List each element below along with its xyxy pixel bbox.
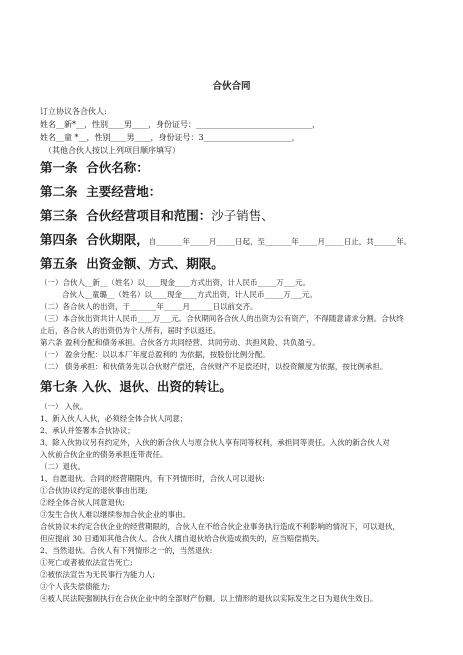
join-line: 2、当然退伙。合伙人有下列情形之一的，当然退伙: xyxy=(40,546,213,555)
intro-line: 订立协议各合伙人: xyxy=(40,107,107,116)
capital-line: （一） 盈余分配：以以本厂年度总盈利的 为依据，按股份比例分配。 xyxy=(40,350,270,359)
capital-line: 第六条 盈利分配和债务承担。合伙各方共同经营、共同劳动、共担风险、共负盈亏。 xyxy=(40,338,320,347)
join-line: 1、新入伙人入伙，必须经全体合伙人同意； xyxy=(40,414,188,423)
article-label: 第一条 xyxy=(40,160,78,175)
join-line: ②被依法宣告为无民事行为能力人; xyxy=(40,570,156,579)
partner-line: 姓名__童 *__，性别____男____，身份证号：3______________________， xyxy=(40,133,300,142)
article-1 xyxy=(40,160,149,175)
join-line: 合伙协议未约定合伙企业的经营期限的，合伙人在不给合伙企业事务执行造成不利影响的情况下，可以退伙， xyxy=(40,522,400,531)
join-line: ③个人丧失偿债能力; xyxy=(40,582,111,591)
article-4 xyxy=(40,232,411,249)
article-heading: 合伙经营项目和范围： xyxy=(86,208,212,223)
capital-line: （一）合伙人__新__（姓名）以____现金____方式出资，计人民币_____万___元。 xyxy=(40,278,310,287)
join-line: ②经全体合伙人同意退伙; xyxy=(40,498,126,507)
article-heading: 入伙、退伙、出资的转让。 xyxy=(81,379,232,394)
article-3 xyxy=(40,208,274,223)
join-line: ④被人民法院强制执行在合伙企业中的全部财产份额。以上情形的退伙以实际发生之日为退伙生效日。 xyxy=(40,594,378,603)
article-label: 第二条 xyxy=(40,184,78,199)
join-line: ③发生合伙人难以继续参加合伙企业的事由。 xyxy=(40,510,190,519)
article-label: 第五条 xyxy=(40,256,78,271)
capital-line: （二）各合伙人的出资，于_______年_____月______日以前交齐。 xyxy=(40,302,258,311)
capital-line: （三）本合伙出资共计人民币____万___元。合伙期间各合伙人的出资为公有资产，不得随意请求分割。合伙终 xyxy=(40,314,404,323)
join-line: 2、承认并签署本合伙协议； xyxy=(40,426,135,435)
capital-line: （二） 债务承担：和伙债务先以合伙财产偿还，合伙财产不足偿还时，以投资额度为依据，按比例承担。 xyxy=(40,362,388,371)
article-label: 第四条 xyxy=(40,232,78,247)
join-line: 1、自愿退伙。合同的经营期限内，有下列情形时，合伙人可以退伙: xyxy=(40,474,265,483)
article-heading: 出资金额、方式、期限。 xyxy=(86,256,224,271)
join-line: （二）退伙。 xyxy=(40,462,85,471)
article-7 xyxy=(40,379,232,394)
join-line: （一） 入伙。 xyxy=(40,402,88,411)
article-2 xyxy=(40,184,161,199)
article-heading: 合伙期限， xyxy=(86,232,149,247)
term-detail: 自_______年_____月_____日起，至_______年_____月_____日止，共______年。 xyxy=(148,237,412,246)
article-label: 第七条 xyxy=(40,379,78,394)
join-line: 入伙前合伙企业的债务承担连带责任。 xyxy=(40,450,168,459)
article-heading: 合伙名称： xyxy=(86,160,149,175)
article-content: 沙子销售、 xyxy=(211,208,274,223)
join-line: ①合伙协议约定的退伙事由出现; xyxy=(40,486,148,495)
article-label: 第三条 xyxy=(40,208,78,223)
join-line: 但应提前 30 日通知其他合伙人。合伙人擅自退伙给合伙造成损失的，应当赔偿损失。 xyxy=(40,534,325,543)
document-title: 合伙合同 xyxy=(212,81,251,92)
article-heading: 主要经营地： xyxy=(86,184,162,199)
order-note: （其他合伙人按以上列项目顺序填写） xyxy=(44,146,180,155)
partner-line: 姓名__新*__，性别____男____，身份证号：_____________________________， xyxy=(40,120,320,129)
join-line: 3、除入伙协议另有约定外，入伙的新合伙人与原合伙人享有同等权利，承担同等责任。入伙的新合伙人对 xyxy=(40,438,390,447)
join-line: ①死亡或者被依法宣告死亡; xyxy=(40,558,133,567)
article-5 xyxy=(40,256,224,271)
capital-line: 合伙人__童璐__（姓名）以____现金____方式出资，计人民币_____万___元。 xyxy=(62,290,317,299)
capital-line: 止后，各合伙人的出资仍为个人所有，届时予以返还。 xyxy=(40,326,220,335)
